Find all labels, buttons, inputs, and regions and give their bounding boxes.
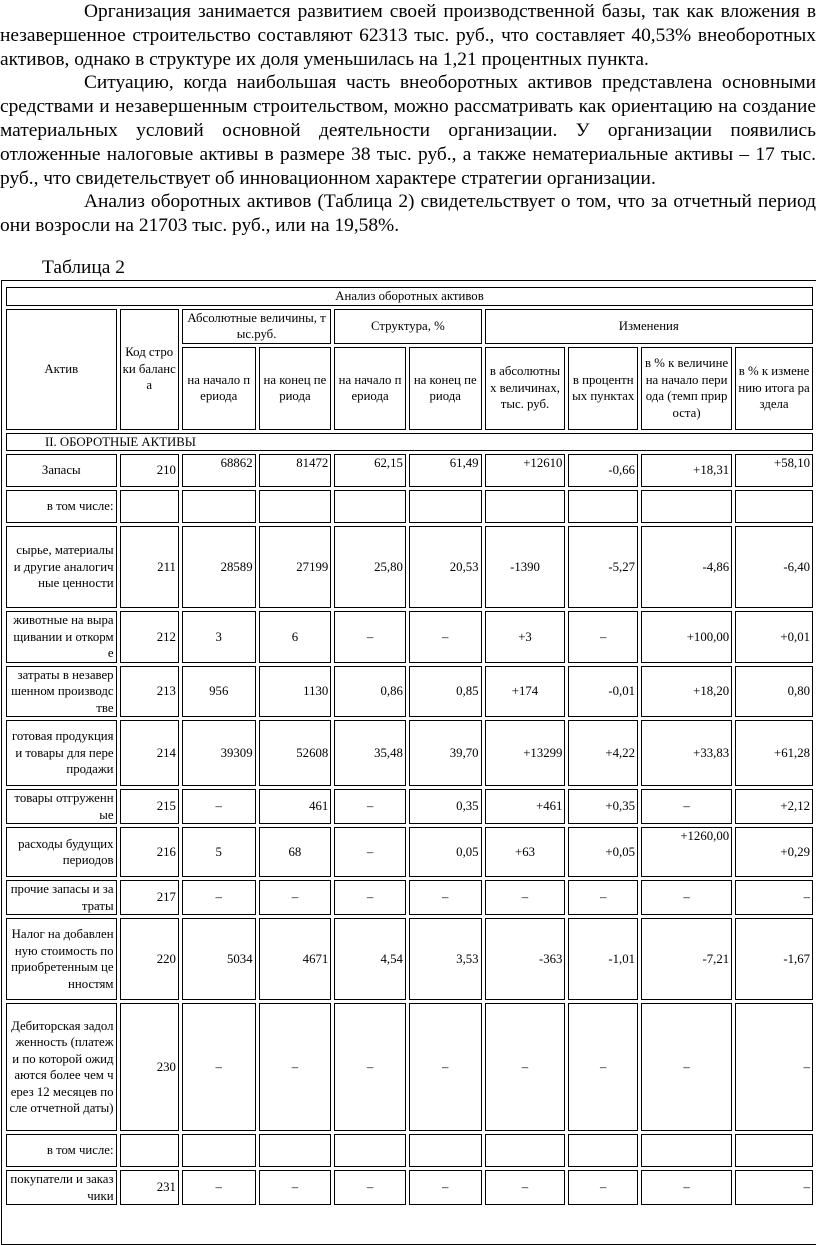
cell-change-pct: +18,20 — [641, 666, 732, 718]
row-code: 220 — [120, 918, 179, 1000]
cell-str-start: – — [334, 880, 406, 915]
cell-change-pp: +0,35 — [568, 789, 638, 824]
cell-str-end — [409, 490, 482, 523]
cell-change-pct — [641, 490, 732, 523]
cell-str-start: 0,86 — [334, 666, 406, 718]
cell-str-start — [334, 1134, 406, 1167]
table-row — [6, 827, 813, 877]
cell-change-total — [735, 1134, 813, 1167]
cell-str-start: – — [334, 827, 406, 877]
cell-change-pp: +4,22 — [568, 720, 638, 786]
header-changes: Изменения — [485, 309, 813, 344]
row-code: 211 — [120, 526, 179, 608]
cell-change-total — [735, 490, 813, 523]
cell-abs-start: 39309 — [182, 720, 256, 786]
header-structure: Структура, % — [334, 309, 481, 344]
cell-change-total: +58,10 — [735, 454, 813, 487]
header-abs-start: на начало периода — [182, 347, 256, 430]
row-name: в том числе: — [6, 1134, 117, 1167]
cell-change-total: -1,67 — [735, 918, 813, 1000]
cell-abs-end: 52608 — [259, 720, 332, 786]
cell-str-end: 0,35 — [409, 789, 482, 824]
cell-abs-start: – — [182, 880, 256, 915]
cell-change-total: – — [735, 1003, 813, 1131]
cell-change-total: – — [735, 1170, 813, 1205]
cell-str-end: 39,70 — [409, 720, 482, 786]
row-name: готовая продукция и товары для перепродажи — [6, 720, 117, 786]
table-row — [6, 789, 813, 824]
row-code: 210 — [120, 454, 179, 487]
row-code: 217 — [120, 880, 179, 915]
cell-change-pct: – — [641, 880, 732, 915]
table-row — [6, 720, 813, 786]
cell-change-pp — [568, 490, 638, 523]
row-name: прочие запасы и затраты — [6, 880, 117, 915]
cell-abs-end: 6 — [259, 611, 332, 663]
cell-change-pp: – — [568, 611, 638, 663]
row-code: 213 — [120, 666, 179, 718]
current-assets-table — [3, 284, 816, 1208]
header-change-pp: в процентных пунктах — [568, 347, 638, 430]
cell-str-start: 62,15 — [334, 454, 406, 487]
cell-abs-end: 4671 — [259, 918, 332, 1000]
cell-str-end: 0,05 — [409, 827, 482, 877]
row-name: затраты в незавершенном производстве — [6, 666, 117, 718]
cell-change-pp — [568, 1134, 638, 1167]
cell-change-pp: +0,05 — [568, 827, 638, 877]
cell-abs-end: – — [259, 1170, 332, 1205]
cell-change-abs: +63 — [485, 827, 566, 877]
cell-str-start: – — [334, 1170, 406, 1205]
cell-change-abs: -363 — [485, 918, 566, 1000]
header-change-total: в % к изменению итога раздела — [735, 347, 813, 430]
header-str-start: на начало периода — [334, 347, 406, 430]
cell-str-start: – — [334, 789, 406, 824]
cell-str-end: – — [409, 880, 482, 915]
header-change-pct: в % к величине на начало периода (темп прироста) — [641, 347, 732, 430]
cell-abs-start: – — [182, 789, 256, 824]
table-row — [6, 454, 813, 487]
table-caption: Таблица 2 — [42, 257, 125, 278]
paragraph-1: Организация занимается развитием своей производственной базы, так как вложения в незавершенное строительство составляют 62313 тыс. руб., что составляет 40,53% внеоборотных активов, однако в структуре их доля уменьшилась на 1,21 процентных пункта. — [0, 1, 816, 70]
row-code — [120, 1134, 179, 1167]
cell-change-pct: +18,31 — [641, 454, 732, 487]
cell-change-abs: – — [485, 1003, 566, 1131]
cell-str-end: 0,85 — [409, 666, 482, 718]
row-name: расходы будущих периодов — [6, 827, 117, 877]
row-code: 214 — [120, 720, 179, 786]
table-body — [6, 454, 813, 1205]
cell-change-total: -6,40 — [735, 526, 813, 608]
row-name: животные на выращивании и откорме — [6, 611, 117, 663]
cell-abs-start: 68862 — [182, 454, 256, 487]
header-code: Код строки баланса — [120, 309, 179, 430]
row-code: 215 — [120, 789, 179, 824]
cell-change-total: +2,12 — [735, 789, 813, 824]
cell-change-abs: +174 — [485, 666, 566, 718]
row-name: сырье, материалы и другие аналогичные ценности — [6, 526, 117, 608]
cell-str-end: 3,53 — [409, 918, 482, 1000]
row-code: 216 — [120, 827, 179, 877]
cell-change-total: +0,29 — [735, 827, 813, 877]
cell-str-start: – — [334, 611, 406, 663]
cell-change-pp: – — [568, 880, 638, 915]
section-title: II. ОБОРОТНЫЕ АКТИВЫ — [6, 433, 813, 452]
table-row — [6, 526, 813, 608]
cell-change-pp: -5,27 — [568, 526, 638, 608]
paragraph-2: Ситуацию, когда наибольшая часть внеоборотных активов представлена основными средствами и незавершенным строительством, можно рассматривать как ориентацию на создание материальных условий основной деятельности организации. У организации появились отложенные налоговые активы в размере 38 тыс. руб., а также нематериальные активы – 17 тыс. руб., что свидетельствует об инновационном характере стратегии организации. — [0, 72, 816, 189]
table-row — [6, 1170, 813, 1205]
cell-abs-end — [259, 490, 332, 523]
cell-abs-end: – — [259, 880, 332, 915]
table-row — [6, 611, 813, 663]
cell-abs-start: 5 — [182, 827, 256, 877]
header-abs-end: на конец периода — [259, 347, 332, 430]
table-row — [6, 1003, 813, 1131]
body-text — [0, 0, 816, 238]
cell-str-start: 25,80 — [334, 526, 406, 608]
cell-abs-start: – — [182, 1170, 256, 1205]
cell-abs-start — [182, 1134, 256, 1167]
cell-change-pp: -0,66 — [568, 454, 638, 487]
row-code: 230 — [120, 1003, 179, 1131]
row-name: Запасы — [6, 454, 117, 487]
cell-change-abs: +12610 — [485, 454, 566, 487]
cell-change-total: 0,80 — [735, 666, 813, 718]
cell-change-pp: -0,01 — [568, 666, 638, 718]
cell-abs-end: 1130 — [259, 666, 332, 718]
row-name: Налог на добавленную стоимость по приобретенным ценностям — [6, 918, 117, 1000]
cell-change-abs: – — [485, 880, 566, 915]
row-code: 231 — [120, 1170, 179, 1205]
cell-str-start — [334, 490, 406, 523]
cell-abs-start: 956 — [182, 666, 256, 718]
cell-change-abs: +461 — [485, 789, 566, 824]
table-row — [6, 666, 813, 718]
cell-change-pct: +33,83 — [641, 720, 732, 786]
row-code — [120, 490, 179, 523]
row-code: 212 — [120, 611, 179, 663]
cell-change-pct — [641, 1134, 732, 1167]
cell-str-end: – — [409, 611, 482, 663]
cell-abs-end: 461 — [259, 789, 332, 824]
cell-change-abs — [485, 1134, 566, 1167]
cell-change-pp: – — [568, 1170, 638, 1205]
cell-str-start: 4,54 — [334, 918, 406, 1000]
cell-change-pct: – — [641, 1003, 732, 1131]
table-row — [6, 918, 813, 1000]
table-row — [6, 1134, 813, 1167]
cell-abs-end — [259, 1134, 332, 1167]
cell-change-total: +0,01 — [735, 611, 813, 663]
cell-change-total: +61,28 — [735, 720, 813, 786]
cell-change-abs: +3 — [485, 611, 566, 663]
row-name: товары отгруженные — [6, 789, 117, 824]
table-row — [6, 880, 813, 915]
cell-change-abs: – — [485, 1170, 566, 1205]
table-row — [6, 490, 813, 523]
cell-abs-end: 27199 — [259, 526, 332, 608]
header-change-abs: в абсолютных величинах, тыс. руб. — [485, 347, 566, 430]
cell-change-abs: -1390 — [485, 526, 566, 608]
table-title: Анализ оборотных активов — [6, 287, 813, 306]
cell-change-pct: – — [641, 1170, 732, 1205]
row-name: в том числе: — [6, 490, 117, 523]
header-asset: Актив — [6, 309, 117, 430]
cell-str-start: 35,48 — [334, 720, 406, 786]
cell-str-end — [409, 1134, 482, 1167]
cell-abs-end: – — [259, 1003, 332, 1131]
cell-abs-start: 5034 — [182, 918, 256, 1000]
cell-abs-end: 81472 — [259, 454, 332, 487]
cell-abs-end: 68 — [259, 827, 332, 877]
cell-str-end: – — [409, 1003, 482, 1131]
cell-change-pct: +100,00 — [641, 611, 732, 663]
cell-abs-start: – — [182, 1003, 256, 1131]
header-str-end: на конец периода — [409, 347, 482, 430]
row-name: покупатели и заказчики — [6, 1170, 117, 1205]
cell-change-pp: -1,01 — [568, 918, 638, 1000]
cell-abs-start: 28589 — [182, 526, 256, 608]
cell-abs-start — [182, 490, 256, 523]
cell-change-pct: -7,21 — [641, 918, 732, 1000]
cell-abs-start: 3 — [182, 611, 256, 663]
cell-str-end: 61,49 — [409, 454, 482, 487]
paragraph-3: Анализ оборотных активов (Таблица 2) свидетельствует о том, что за отчетный период они возросли на 21703 тыс. руб., или на 19,58%. — [0, 191, 816, 237]
row-name: Дебиторская задолженность (платежи по которой ожидаются более чем через 12 месяцев после отчетной даты) — [6, 1003, 117, 1131]
cell-str-start: – — [334, 1003, 406, 1131]
cell-change-pct: +1260,00 — [641, 827, 732, 877]
header-absolute: Абсолютные величины, тыс.руб. — [182, 309, 331, 344]
cell-str-end: 20,53 — [409, 526, 482, 608]
cell-change-pp: – — [568, 1003, 638, 1131]
cell-change-pct: – — [641, 789, 732, 824]
cell-change-pct: -4,86 — [641, 526, 732, 608]
cell-str-end: – — [409, 1170, 482, 1205]
cell-change-abs — [485, 490, 566, 523]
cell-change-abs: +13299 — [485, 720, 566, 786]
cell-change-total: – — [735, 880, 813, 915]
